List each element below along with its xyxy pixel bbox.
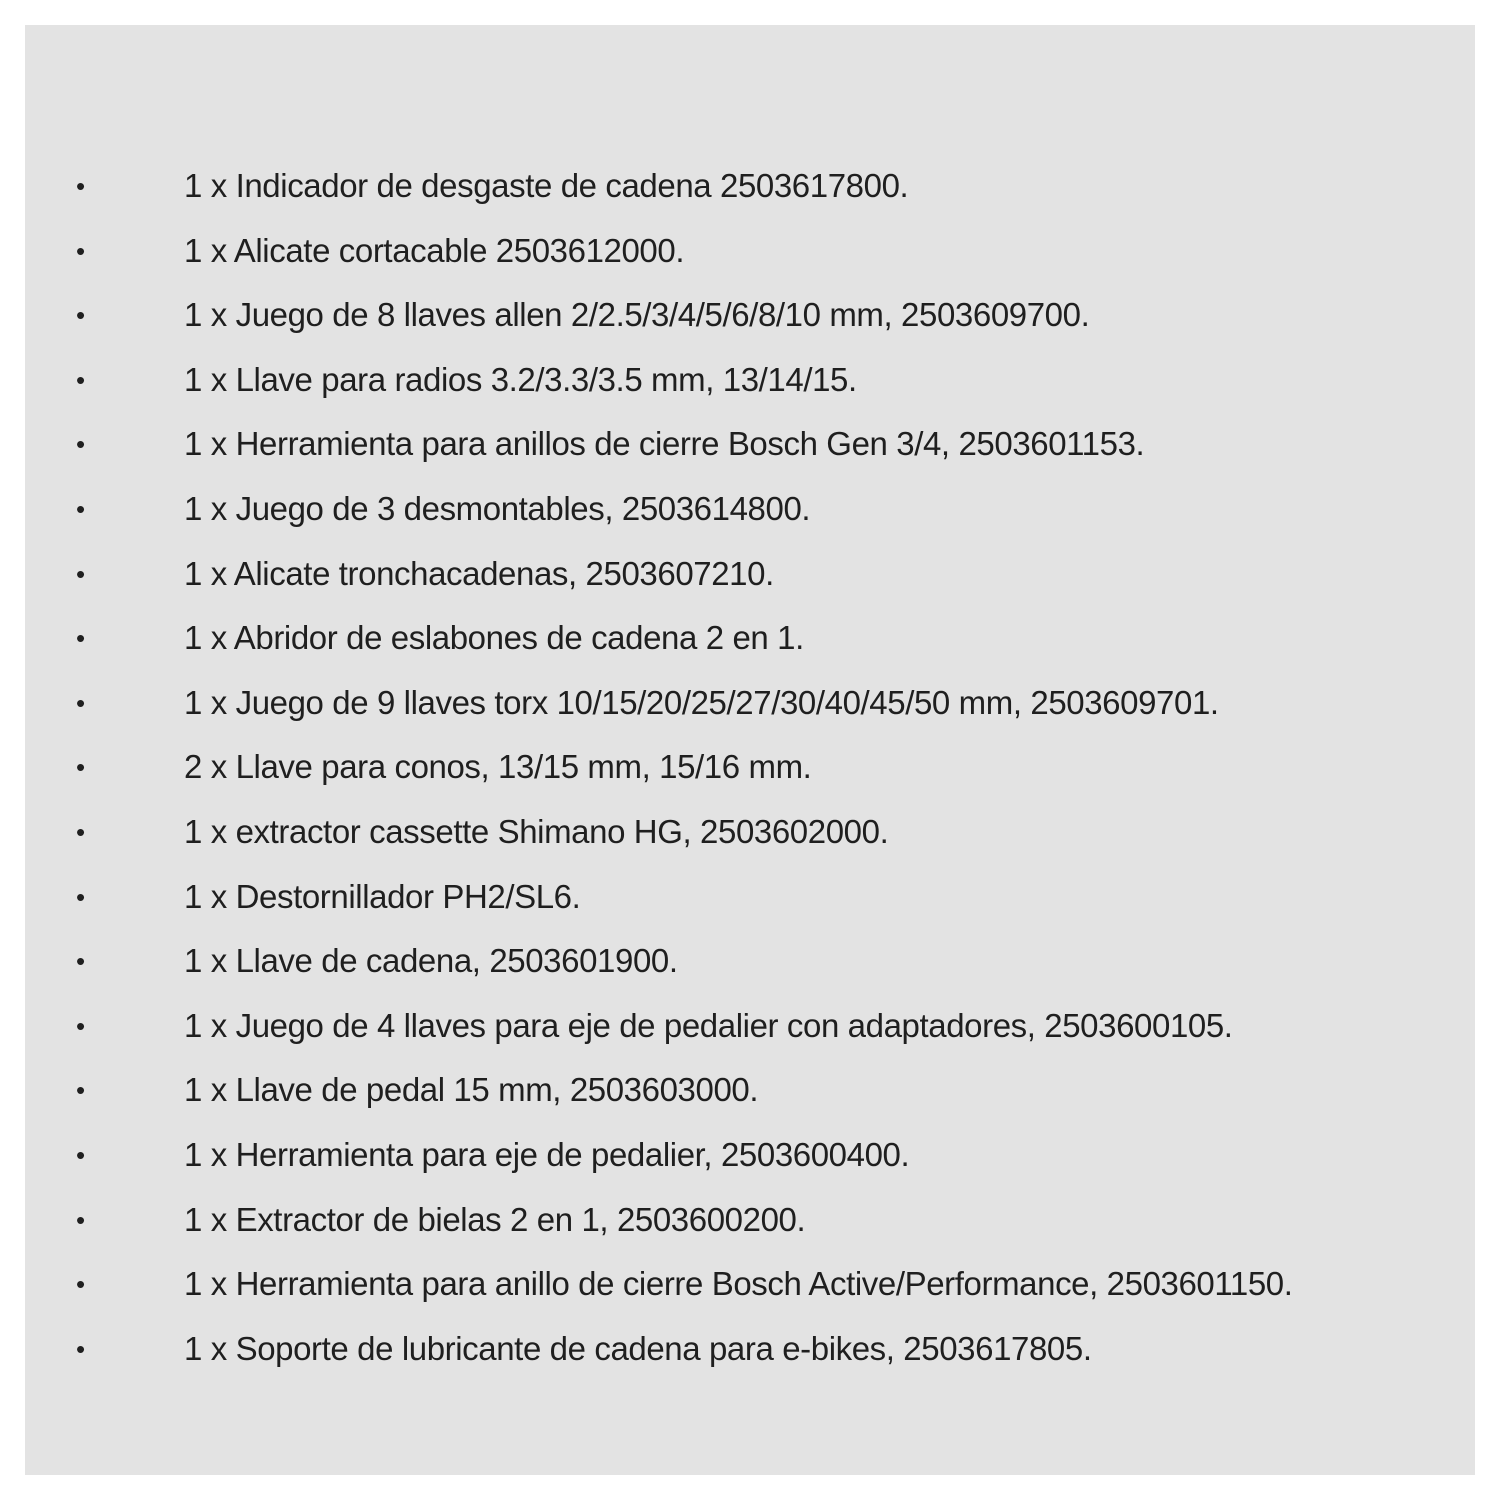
bullet: • bbox=[76, 752, 86, 783]
list-item-text: 1 x Abridor de eslabones de cadena 2 en 1. bbox=[184, 619, 804, 657]
bullet: • bbox=[76, 946, 86, 977]
list-item-text: 1 x extractor cassette Shimano HG, 2503602000. bbox=[184, 812, 889, 850]
bullet: • bbox=[76, 687, 86, 718]
bullet: • bbox=[76, 1333, 86, 1364]
list-item-text: 1 x Juego de 9 llaves torx 10/15/20/25/27/30/40/45/50 mm, 2503609701. bbox=[184, 683, 1219, 721]
list-item-text: 1 x Extractor de bielas 2 en 1, 2503600200. bbox=[184, 1200, 806, 1238]
bullet: • bbox=[76, 623, 86, 654]
bullet: • bbox=[76, 171, 86, 201]
list-item-text: 1 x Juego de 3 desmontables, 2503614800. bbox=[184, 489, 811, 527]
bullet: • bbox=[76, 881, 86, 912]
bullet: • bbox=[76, 1269, 86, 1300]
bullet: • bbox=[76, 558, 86, 589]
list-item-text: 1 x Llave de pedal 15 mm, 2503603000. bbox=[184, 1071, 759, 1109]
list-item-text: 1 x Herramienta para anillos de cierre Bosch Gen 3/4, 2503601153. bbox=[184, 425, 1145, 463]
bullet: • bbox=[76, 429, 86, 460]
bullet: • bbox=[76, 1075, 86, 1106]
list-item-text: 1 x Herramienta para anillo de cierre Bosch Active/Performance, 2503601150. bbox=[184, 1265, 1293, 1303]
list-item-text: 1 x Herramienta para eje de pedalier, 2503600400. bbox=[184, 1135, 910, 1173]
list-item-text: 1 x Alicate tronchacadenas, 2503607210. bbox=[184, 554, 774, 592]
list-item-text: 1 x Destornillador PH2/SL6. bbox=[184, 877, 581, 915]
list-item-text: 1 x Alicate cortacable 2503612000. bbox=[184, 231, 685, 269]
list-item-text: 1 x Indicador de desgaste de cadena 2503617800. bbox=[184, 167, 909, 204]
list-item-text: 2 x Llave para conos, 13/15 mm, 15/16 mm. bbox=[184, 748, 812, 786]
list-item-text: 1 x Juego de 4 llaves para eje de pedalier con adaptadores, 2503600105. bbox=[184, 1006, 1233, 1044]
list-item-text: 1 x Soporte de lubricante de cadena para e-bikes, 2503617805. bbox=[184, 1329, 1092, 1367]
bullet: • bbox=[76, 1139, 86, 1170]
content-panel bbox=[25, 25, 1475, 1475]
bullet: • bbox=[76, 816, 86, 847]
list-item-text: 1 x Juego de 8 llaves allen 2/2.5/3/4/5/6/8/10 mm, 2503609700. bbox=[184, 296, 1090, 334]
bullet: • bbox=[76, 1010, 86, 1041]
list-item-text: 1 x Llave para radios 3.2/3.3/3.5 mm, 13/14/15. bbox=[184, 360, 857, 398]
bullet: • bbox=[76, 300, 86, 331]
bullet: • bbox=[76, 235, 86, 266]
bullet: • bbox=[76, 364, 86, 395]
bullet: • bbox=[76, 493, 86, 524]
list-item-text: 1 x Llave de cadena, 2503601900. bbox=[184, 942, 678, 980]
bullet: • bbox=[76, 1204, 86, 1235]
